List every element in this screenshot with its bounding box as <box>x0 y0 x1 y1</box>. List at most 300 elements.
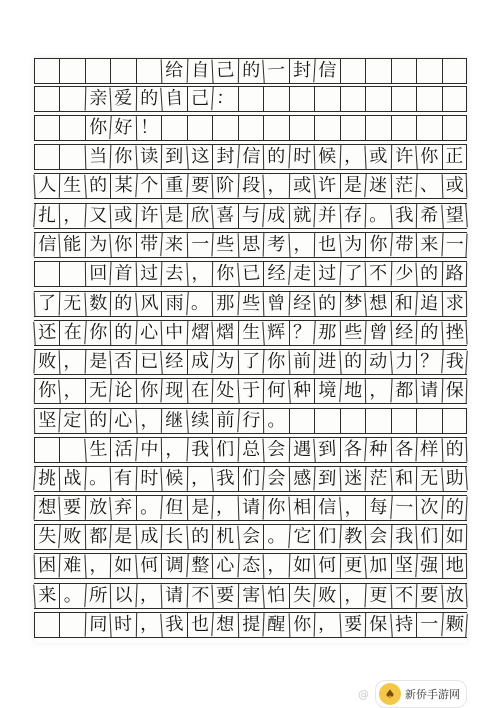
grid-cell: 某 <box>110 174 135 198</box>
grid-cell: 时 <box>136 467 162 492</box>
grid-cell: 你 <box>288 613 314 638</box>
grid-row <box>34 408 467 434</box>
grid-cell <box>59 262 84 286</box>
grid-cell: 会 <box>263 466 290 492</box>
grid-cell: 成 <box>136 525 162 550</box>
grid-cell <box>59 59 84 83</box>
grid-cell: ， <box>365 379 391 403</box>
grid-cell: 为 <box>85 233 111 257</box>
grid-cell: 当 <box>85 145 111 170</box>
grid-cell: 各 <box>390 438 416 462</box>
grid-cell: 你 <box>263 496 289 521</box>
grid-cell: 还 <box>33 320 60 346</box>
grid-cell: 样 <box>415 437 442 462</box>
grid-cell: 的 <box>110 292 136 316</box>
grid-cell: 己 <box>212 58 239 83</box>
grid-row <box>34 203 467 229</box>
grid-cell: 亲 <box>85 87 111 112</box>
grid-cell: 无 <box>416 467 442 491</box>
grid-cell: 和 <box>391 292 416 316</box>
grid-cell: 我 <box>441 349 468 375</box>
grid-cell: 战 <box>59 467 85 491</box>
grid-cell: 经 <box>390 321 416 346</box>
grid-row <box>34 553 467 579</box>
grid-cell: 次 <box>416 496 442 520</box>
grid-cell <box>238 116 263 140</box>
grid-cell: 过 <box>136 262 162 287</box>
grid-cell: 信 <box>237 144 264 170</box>
grid-cell: 信 <box>34 233 60 258</box>
grid-cell: 的 <box>441 495 468 520</box>
grid-row <box>34 495 467 521</box>
grid-cell: 许 <box>313 173 340 199</box>
grid-cell: 以 <box>110 584 136 608</box>
grid-cell: 持 <box>390 612 417 638</box>
grid-cell <box>110 59 135 83</box>
grid-cell: 了 <box>238 350 264 374</box>
grid-cell: 过 <box>314 262 340 286</box>
grid-cell <box>263 87 288 111</box>
grid-cell: 你 <box>34 379 60 403</box>
grid-cell: 动 <box>365 350 391 374</box>
grid-cell <box>34 613 59 637</box>
grid-cell: 坚 <box>34 409 60 433</box>
grid-cell: 走 <box>288 261 315 287</box>
grid-cell: 的 <box>415 261 442 286</box>
grid-cell: 行 <box>237 408 264 434</box>
grid-cell: 。 <box>59 584 84 608</box>
grid-cell <box>289 409 314 433</box>
grid-cell: 路 <box>441 262 467 286</box>
grid-cell: 机 <box>212 525 238 549</box>
grid-cell: 败 <box>313 583 340 609</box>
grid-cell: 续 <box>186 408 213 434</box>
grid-cell: 们 <box>415 524 442 549</box>
grid-cell: ， <box>339 145 365 170</box>
grid-cell: 更 <box>365 583 392 608</box>
grid-cell: 请 <box>237 496 263 521</box>
grid-cell: ， <box>314 613 340 638</box>
grid-cell: 活 <box>110 438 135 462</box>
grid-cell: 都 <box>390 378 417 403</box>
grid-cell: 难 <box>59 554 85 579</box>
grid-cell: ， <box>339 584 365 608</box>
grid-cell: 也 <box>187 613 212 637</box>
grid-cell: 成 <box>187 350 212 374</box>
grid-cell: ， <box>59 204 85 228</box>
grid-cell <box>59 87 84 111</box>
grid-cell: 来 <box>161 232 188 258</box>
grid-cell: 给 <box>161 59 187 84</box>
grid-cell <box>416 87 441 111</box>
grid-cell <box>59 613 84 637</box>
grid-cell: ？ <box>289 321 314 345</box>
grid-cell: 生 <box>84 437 111 463</box>
grid-cell: 败 <box>59 524 86 550</box>
grid-cell <box>340 116 365 140</box>
grid-cell: 困 <box>34 554 60 579</box>
grid-cell: 地 <box>339 378 366 404</box>
grid-row <box>34 115 467 141</box>
watermark-brand: 新侨手游网 <box>405 688 460 701</box>
watermark <box>358 680 467 708</box>
grid-cell: 一 <box>416 613 441 637</box>
grid-cell: 辉 <box>263 320 290 346</box>
grid-cell: 所 <box>84 583 111 609</box>
grid-cell: 希 <box>416 204 442 228</box>
grid-cell: 那 <box>212 292 238 316</box>
grid-cell: 已 <box>136 350 162 374</box>
grid-cell: 的 <box>314 291 341 316</box>
grid-cell <box>365 116 390 140</box>
grid-row <box>34 612 467 638</box>
grid-cell: 封 <box>212 145 237 169</box>
grid-cell: 继 <box>161 409 187 433</box>
grid-cell: 的 <box>339 349 366 374</box>
grid-cell: 前 <box>212 409 237 433</box>
grid-cell: 带 <box>390 232 417 258</box>
grid-cell: 正 <box>442 145 467 169</box>
grid-cell <box>391 116 416 140</box>
grid-cell <box>85 59 110 83</box>
grid-cell: 弃 <box>110 495 137 521</box>
grid-cell <box>442 59 467 83</box>
grid-cell: 无 <box>85 379 110 403</box>
grid-cell: 无 <box>59 292 85 317</box>
watermark-logo-icon: ♠ <box>379 683 401 705</box>
grid-cell: 地 <box>441 554 467 578</box>
grid-cell: ， <box>136 613 162 637</box>
grid-cell: 要 <box>212 583 239 608</box>
grid-cell: 种 <box>364 437 391 463</box>
grid-cell: 何 <box>263 379 289 403</box>
grid-cell: 每 <box>365 496 390 520</box>
grid-cell <box>391 409 416 433</box>
grid-row <box>34 173 467 199</box>
grid-cell: ， <box>59 350 85 375</box>
grid-cell <box>59 438 84 462</box>
grid-cell: 。 <box>365 204 391 229</box>
grid-cell <box>238 87 263 111</box>
grid-cell: 的 <box>263 145 289 169</box>
grid-cell: 曾 <box>365 320 392 345</box>
grid-cell: 喜 <box>212 203 239 229</box>
grid-cell: 现 <box>161 378 188 403</box>
grid-cell: 时 <box>110 612 137 637</box>
grid-cell: 也 <box>314 233 340 257</box>
grid-cell: 助 <box>441 466 468 492</box>
grid-cell <box>187 116 212 140</box>
grid-cell: 失 <box>289 584 314 608</box>
grid-cell: 迷 <box>364 173 391 199</box>
grid-cell: ， <box>288 232 315 257</box>
grid-cell <box>416 59 441 83</box>
grid-cell <box>365 59 390 83</box>
grid-cell: 这 <box>186 144 213 170</box>
grid-cell: 想 <box>212 612 239 638</box>
grid-cell <box>416 409 441 433</box>
grid-cell: 为 <box>212 349 239 375</box>
watermark-badge <box>375 680 467 708</box>
grid-cell: 怕 <box>263 583 290 609</box>
grid-cell: 封 <box>289 59 314 83</box>
grid-cell <box>212 116 237 140</box>
grid-cell: 各 <box>340 438 365 462</box>
grid-cell: 人 <box>33 173 60 198</box>
grid-cell <box>314 116 339 140</box>
grid-cell: 或 <box>441 174 467 199</box>
grid-cell <box>161 116 186 140</box>
grid-cell: ， <box>186 261 213 286</box>
grid-cell: 提 <box>238 613 264 637</box>
letter-sheet <box>34 58 467 643</box>
grid-cell: 熠 <box>186 321 212 346</box>
grid-cell: 个 <box>135 173 162 199</box>
grid-cell: 心 <box>110 409 136 434</box>
grid-cell: 信 <box>314 496 340 520</box>
grid-cell: 你 <box>84 320 111 346</box>
grid-cell <box>365 87 390 111</box>
grid-cell: 你 <box>212 262 238 286</box>
grid-cell: 不 <box>365 262 391 287</box>
grid-cell: 许 <box>136 204 162 229</box>
grid-cell: 就 <box>289 204 315 228</box>
watermark-at-mark: @ <box>358 687 369 701</box>
grid-cell: 。 <box>263 409 289 433</box>
grid-cell: 保 <box>365 613 391 637</box>
grid-row <box>34 58 467 84</box>
grid-cell: 有 <box>110 467 136 492</box>
grid-cell: 要 <box>416 584 442 609</box>
grid-cell: 或 <box>365 144 392 169</box>
grid-cell: 己 <box>187 87 212 111</box>
grid-cell: 一 <box>390 495 417 521</box>
grid-cell: 许 <box>390 145 416 169</box>
grid-cell <box>340 59 365 83</box>
grid-cell: 整 <box>186 553 213 579</box>
grid-cell <box>391 87 416 111</box>
grid-cell: ， <box>263 173 290 198</box>
grid-cell: 境 <box>314 379 339 403</box>
grid-cell: ， <box>339 495 366 521</box>
grid-cell <box>34 87 59 111</box>
grid-cell: 又 <box>84 203 111 228</box>
grid-cell: 存 <box>339 204 365 229</box>
grid-cell: 我 <box>161 612 188 638</box>
grid-cell: 放 <box>85 496 111 520</box>
grid-cell: 是 <box>85 350 111 375</box>
grid-row <box>34 349 467 375</box>
grid-cell: 风 <box>135 291 162 317</box>
grid-cell: 保 <box>441 379 467 404</box>
grid-cell: 中 <box>161 321 187 346</box>
grid-cell <box>59 145 84 169</box>
grid-cell: 生 <box>238 321 264 345</box>
grid-cell: 信 <box>313 58 340 84</box>
grid-cell: 如 <box>110 554 136 578</box>
grid-cell: 强 <box>415 553 442 579</box>
grid-cell: 已 <box>237 261 264 287</box>
grid-cell: 去 <box>161 262 187 287</box>
grid-cell: 、 <box>415 173 442 198</box>
grid-cell: 些 <box>212 232 239 257</box>
grid-cell: 是 <box>161 203 188 228</box>
grid-cell <box>365 409 390 433</box>
grid-cell: 是 <box>110 524 137 549</box>
grid-cell: 我 <box>390 525 416 550</box>
grid-cell: 颗 <box>441 612 468 638</box>
grid-cell: 在 <box>186 379 212 404</box>
grid-cell: 扎 <box>33 203 60 229</box>
grid-cell: 的 <box>441 438 467 463</box>
grid-cell: 些 <box>339 321 365 345</box>
grid-row <box>34 144 467 170</box>
grid-cell: 与 <box>238 204 263 228</box>
grid-cell: 求 <box>441 292 467 316</box>
grid-cell: 阶 <box>212 174 238 199</box>
grid-row <box>34 466 467 492</box>
grid-cell: 思 <box>237 233 263 258</box>
grid-cell: 梦 <box>339 292 365 316</box>
grid-row <box>34 583 467 609</box>
grid-cell: 加 <box>364 553 391 579</box>
grid-cell: 好 <box>110 115 137 141</box>
grid-cell: 经 <box>263 262 288 286</box>
grid-cell: 数 <box>84 291 111 316</box>
grid-cell: 段 <box>237 174 263 199</box>
grid-cell <box>314 87 339 111</box>
grid-cell: 心 <box>212 554 238 578</box>
grid-cell: 你 <box>85 116 110 140</box>
grid-cell: 害 <box>238 584 264 608</box>
grid-cell: 一 <box>263 58 290 84</box>
grid-cell: 到 <box>314 466 341 491</box>
grid-cell: 力 <box>390 349 417 375</box>
grid-cell: 论 <box>110 378 137 404</box>
grid-cell: 如 <box>288 554 314 579</box>
grid-cell: 中 <box>135 437 162 463</box>
grid-cell: 教 <box>339 524 366 549</box>
grid-row <box>34 232 467 258</box>
grid-cell: 如 <box>441 525 467 549</box>
grid-cell: 能 <box>59 232 86 257</box>
grid-cell: 你 <box>136 379 162 403</box>
grid-cell: 到 <box>313 437 340 463</box>
grid-cell: 欣 <box>187 204 213 228</box>
grid-cell: 醒 <box>263 612 290 637</box>
grid-cell: 你 <box>415 144 442 170</box>
grid-cell: 放 <box>441 583 468 608</box>
grid-cell: 或 <box>110 204 136 229</box>
grid-cell: 挑 <box>33 466 60 492</box>
grid-cell: ， <box>135 408 162 433</box>
grid-cell <box>289 116 314 140</box>
grid-cell <box>314 409 339 433</box>
grid-cell: ， <box>161 438 187 462</box>
grid-cell: 请 <box>416 379 442 404</box>
grid-cell: 到 <box>161 145 187 169</box>
grid-cell: 考 <box>263 233 289 258</box>
grid-cell: 是 <box>340 174 365 198</box>
grid-cell: 那 <box>313 320 340 346</box>
grid-cell: 首 <box>110 261 137 286</box>
grid-cell: 都 <box>85 525 111 549</box>
grid-cell: 些 <box>237 291 264 316</box>
grid-cell: 不 <box>390 584 416 609</box>
grid-cell: 的 <box>110 321 136 345</box>
grid-cell: 更 <box>339 554 365 578</box>
grid-row <box>34 261 467 287</box>
grid-cell: 于 <box>237 378 264 403</box>
grid-cell: ， <box>59 378 86 404</box>
grid-cell: 在 <box>59 321 84 345</box>
grid-cell: 和 <box>390 466 417 491</box>
grid-cell: 望 <box>441 203 468 229</box>
grid-cell <box>136 59 161 83</box>
grid-cell: 我 <box>186 437 213 462</box>
grid-cell: 会 <box>263 437 290 462</box>
grid-cell: 爱 <box>110 86 137 111</box>
grid-cell: 或 <box>289 174 315 198</box>
grid-cell: 想 <box>364 291 391 317</box>
grid-cell: 来 <box>416 233 442 257</box>
grid-cell: 我 <box>212 466 239 492</box>
grid-cell: 心 <box>135 320 162 345</box>
grid-cell: 不 <box>186 584 212 609</box>
grid-cell: 的 <box>416 321 442 346</box>
grid-cell: 挫 <box>441 320 468 345</box>
grid-cell: 并 <box>314 203 341 228</box>
grid-cell: ， <box>263 554 289 579</box>
grid-cell: 。 <box>186 291 213 317</box>
grid-cell: 读 <box>135 144 162 169</box>
grid-cell <box>263 116 288 140</box>
grid-cell: 的 <box>136 87 162 111</box>
grid-cell <box>59 116 84 140</box>
grid-cell: 感 <box>289 467 315 491</box>
grid-cell: 进 <box>314 350 340 375</box>
grid-cell: 候 <box>314 145 340 170</box>
grid-cell: 了 <box>34 292 60 317</box>
grid-cell <box>442 409 467 433</box>
grid-cell: ， <box>212 495 239 520</box>
grid-cell: 候 <box>161 466 188 491</box>
grid-cell: 的 <box>238 59 264 83</box>
grid-cell: 自 <box>186 59 212 84</box>
grid-cell: 长 <box>161 525 187 550</box>
grid-cell: 要 <box>59 495 86 520</box>
grid-row <box>34 524 467 550</box>
grid-cell: 的 <box>84 173 111 199</box>
grid-cell: 经 <box>161 349 188 375</box>
grid-cell: ？ <box>416 350 441 374</box>
grid-cell: 我 <box>390 203 417 228</box>
grid-cell: 但 <box>161 495 188 521</box>
grid-cell: 请 <box>161 584 187 609</box>
grid-cell: 你 <box>110 232 137 258</box>
grid-cell: 败 <box>33 349 60 374</box>
grid-cell: 总 <box>237 438 263 463</box>
grid-cell: ！ <box>136 116 162 140</box>
grid-cell <box>442 116 467 140</box>
grid-cell <box>34 438 59 462</box>
grid-cell: ， <box>135 583 162 608</box>
grid-cell: 坚 <box>391 554 416 578</box>
grid-cell <box>34 116 59 140</box>
grid-cell: 要 <box>339 612 366 637</box>
grid-cell: 们 <box>212 438 238 463</box>
grid-cell: 茫 <box>365 467 391 492</box>
